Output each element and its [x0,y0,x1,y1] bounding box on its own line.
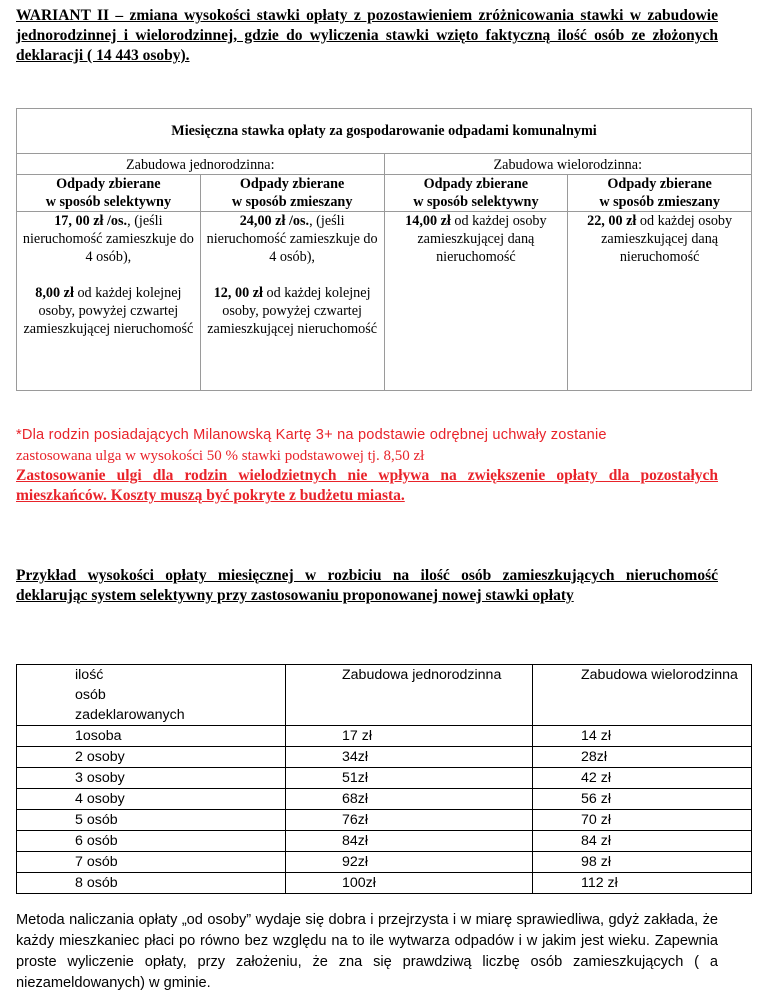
rate-text: od każdej kolejnej osoby, powyżej czwartej zamieszkującej nieruchomość [207,285,378,337]
subheader-single-selective [17,175,201,212]
rate-table [16,108,752,391]
rate-single-mixed [200,212,384,391]
table-row [17,747,752,768]
discount-note-line2: zastosowana ulga w wysokości 50 % stawki podstawowej tj. 8,50 zł [16,448,425,464]
single-family-cell: 76zł [286,810,533,831]
subheader-single-mixed [200,175,384,212]
single-family-cell: 92zł [286,852,533,873]
subheader-line: w sposób zmieszany [599,194,720,210]
rate-multi-mixed [568,212,752,391]
multi-family-cell: 28zł [533,747,752,768]
rate-single-selective [17,212,201,391]
rate-text: od każdej osoby zamieszkującej daną nieruchomość [417,213,547,265]
rate-amount: 24,00 zł /os. [239,213,310,229]
subheader-line: Odpady zbierane [607,176,712,192]
rate-text: , (jeśli nieruchomość zamieszkuje do 4 osób), [206,213,378,265]
discount-note-line1: *Dla rodzin posiadających Milanowską Kartę 3+ na podstawie odrębnej uchwały zostanie [16,427,607,443]
multi-family-cell: 98 zł [533,852,752,873]
rate-amount: 17, 00 zł /os. [54,213,128,229]
single-family-cell: 100zł [286,873,533,894]
persons-cell: 7 osób [17,852,286,873]
header-multi-family: Zabudowa wielorodzinna [533,665,752,726]
multi-family-cell: 42 zł [533,768,752,789]
persons-cell: 3 osoby [17,768,286,789]
rate-table-title: Miesięczna stawka opłaty za gospodarowanie odpadami komunalnymi [17,109,752,154]
rate-text: od każdej osoby zamieszkującej daną nieruchomość [601,213,733,265]
table-row [17,768,752,789]
header-persons [17,665,286,726]
multi-family-cell: 14 zł [533,726,752,747]
rate-amount: 22, 00 zł [587,213,637,229]
persons-cell: 1osoba [17,726,286,747]
table-row [17,789,752,810]
fee-table [16,664,752,894]
subheader-line: Odpady zbierane [423,176,529,192]
rate-multi-selective [384,212,568,391]
header-text: ilość [75,667,104,683]
table-row [17,831,752,852]
variant-heading: WARIANT II – zmiana wysokości stawki opłaty z pozostawieniem zróżnicowania stawki w zabudowie jednorodzinnej i wielorodzinnej, gdzie do wyliczenia stawki wzięto faktyczną ilość osób ze złożonych deklaracji ( 14 443 osoby). [16,7,718,64]
subheader-line: Odpady zbierane [239,176,345,192]
single-family-cell: 84zł [286,831,533,852]
subheader-multi-selective [384,175,568,212]
fee-table-header [17,665,752,726]
rate-amount: 8,00 zł [35,285,74,301]
single-family-cell: 34zł [286,747,533,768]
rate-amount: 14,00 zł [405,213,451,229]
rate-amount: 12, 00 zł [213,285,263,301]
multi-family-cell: 112 zł [533,873,752,894]
subheader-line: w sposób zmieszany [231,194,353,210]
single-family-cell: 68zł [286,789,533,810]
multi-family-cell: 56 zł [533,789,752,810]
multi-family-cell: 70 zł [533,810,752,831]
persons-cell: 2 osoby [17,747,286,768]
table-row [17,873,752,894]
persons-cell: 5 osób [17,810,286,831]
persons-cell: 6 osób [17,831,286,852]
single-family-cell: 17 zł [286,726,533,747]
discount-warning: Zastosowanie ulgi dla rodzin wielodzietnych nie wpływa na zwiększenie opłaty dla pozostałych mieszkańców. Koszty muszą być pokryte z budżetu miasta. [16,467,718,504]
header-single-family: Zabudowa jednorodzinna [286,665,533,726]
group-multi-family: Zabudowa wielorodzinna: [384,154,752,175]
header-text: zadeklarowanych [75,707,185,723]
subheader-line: w sposób selektywny [45,194,172,210]
subheader-line: Odpady zbierane [56,176,161,192]
persons-cell: 4 osoby [17,789,286,810]
table-row [17,726,752,747]
table-row [17,810,752,831]
group-single-family: Zabudowa jednorodzinna: [17,154,385,175]
rate-text: od każdej kolejnej osoby, powyżej czwartej zamieszkującej nieruchomość [23,285,194,337]
subheader-multi-mixed [568,175,752,212]
multi-family-cell: 84 zł [533,831,752,852]
example-heading: Przykład wysokości opłaty miesięcznej w rozbiciu na ilość osób zamieszkujących nieruchomość deklarując system selektywny przy zastosowaniu proponowanej nowej stawki opłaty [16,567,718,604]
table-row [17,852,752,873]
method-paragraph: Metoda naliczania opłaty „od osoby” wydaje się dobra i przejrzysta i w miarę sprawiedliwa, gdyż zakłada, że każdy mieszkaniec płaci po równo bez względu na to ile wytwarza odpadów i w jakim jest wieku. Zapewnia proste wyliczenie opłaty, przy założeniu, że zna się prawdziwą liczbę osób zamieszkujących ( a niezameldowanych) w gminie. [16,912,718,991]
single-family-cell: 51zł [286,768,533,789]
persons-cell: 8 osób [17,873,286,894]
subheader-line: w sposób selektywny [413,194,539,210]
header-text: osób [75,687,106,703]
rate-text: , (jeśli nieruchomość zamieszkuje do 4 osób), [22,213,194,265]
